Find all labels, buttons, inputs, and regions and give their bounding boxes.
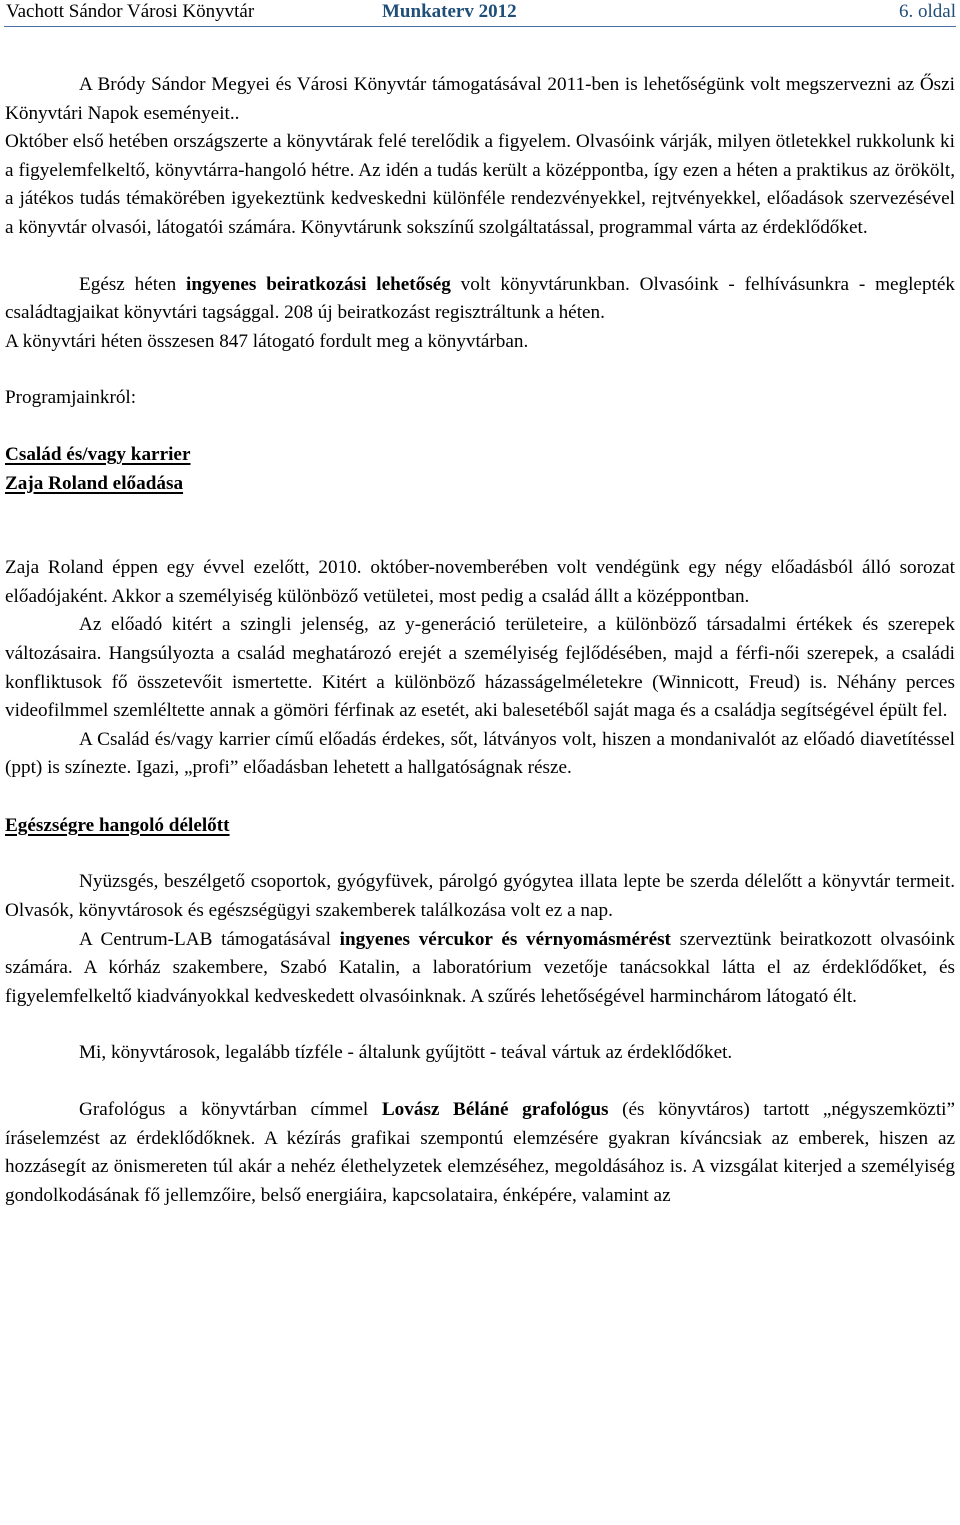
paragraph-lecturer: Zaja Roland éppen egy évvel ezelőtt, 2010. október-novemberében volt vendégünk egy négy előadásból álló sorozat előadójaként. Akkor a személyiség különböző vetületei, most pedig a család állt a középpontban. — [5, 557, 955, 607]
paragraph-lecture-topics: Az előadó kitért a szingli jelenség, az y-generáció területeire, a különböző társadalmi értékek és szerepek változásaira. Hangsúlyozta a család meghatározó erejét a személyiség fejlődésében, majd a férfi-női szerepek, a családi konfliktusok fő összetevőit ismertette. Kitért a különböző házasságelméletekre (Winnicott, Freud) is. Néhány perces videofilmmel szemléltette annak a gömöri férfinak az esetét, aki balesetéből saját maga és a családja segítségével épült fel. — [5, 614, 955, 722]
paragraph-library-week: Október első hetében országszerte a könyvtárak felé terelődik a figyelem. Olvasóink várják, milyen ötletekkel rukkolunk ki a figyelemfelkeltő, könyvtárra-hangoló hétre. Az idén a tudás került a középpontba, így ezen a héten a praktikus az örökölt, a játékos tudás témakörében igyekeztünk kedveskedni különféle rendezvényekkel, rejtvényekkel, előadások szervezésével a könyvtár olvasói, látogatói számára. Könyvtárunk sokszínű szolgáltatással, programmal várta az érdeklődőket. — [5, 131, 955, 238]
section-title-health-text: Egészségre hangoló délelőtt — [5, 814, 230, 836]
document-body — [5, 71, 955, 1210]
measurement-highlight: ingyenes vércukor és vérnyomásmérést — [339, 928, 671, 950]
graphology-highlight: Lovász Béláné grafológus — [381, 1099, 609, 1121]
registration-text-a: Egész héten — [79, 273, 187, 295]
paragraph-registration — [5, 271, 955, 328]
header-document-title: Munkaterv 2012 — [382, 1, 517, 22]
paragraph-lecture-summary: A Család és/vagy karrier című előadás érdekes, sőt, látványos volt, hiszen a mondanivalót az előadó diavetítéssel (ppt) is színezte. Igazi, „profi” előadásban lehetett a hallgatóságnak része. — [5, 728, 955, 779]
section-title-career — [5, 441, 955, 498]
section-title-career-line2: Zaja Roland előadása — [5, 472, 184, 494]
registration-highlight: ingyenes beiratkozási lehetőség — [186, 273, 451, 295]
section-title-health — [5, 812, 955, 841]
registration-text-b: volt könyvtárunkban. Olvasóink - felhívásunkra - meglepték családtagjaikat könyvtári tagsággal. 208 új beiratkozást regisztráltunk a héten. — [5, 273, 955, 324]
paragraph-measurement — [5, 926, 955, 1012]
header-page-number: 6. oldal — [899, 1, 956, 22]
paragraph-visitors: A könyvtári héten összesen 847 látogató fordult meg a könyvtárban. — [5, 330, 529, 352]
graphology-text-a: Grafológus a könyvtárban címmel — [79, 1099, 382, 1121]
section-title-career-line1: Család és/vagy karrier — [5, 443, 191, 465]
measurement-text-b: szerveztünk beiratkozott olvasóink számára. A kórház szakembere, Szabó Katalin, a laboratórium vezetője tanácsokkal látta el az érdeklődőket, és figyelemfelkeltő kiadványokkal kedveskedett olvasóinknak. A szűrés lehetőségével harminchárom látogató élt. — [5, 928, 955, 1007]
paragraph-intro: A Bródy Sándor Megyei és Városi Könyvtár támogatásával 2011-ben is lehetőségünk volt megszervezni az Őszi Könyvtári Napok eseményeit.. — [5, 74, 955, 124]
graphology-text-b: (és könyvtáros) tartott „négyszemközti” íráselemzést az érdeklődőknek. A kézírás grafikai szempontú elemzésére gyakran kíváncsiak az emberek, hiszen az hozzásegít az önismereten túl akár a nehéz élethelyzetek elemzéséhez, megoldásához is. A vizsgálat kiterjed a személyiség gondolkodásának fő jellemzőire, belső energiáira, kapcsolataira, énképére, valamint az — [5, 1099, 955, 1206]
programs-label: Programjainkról: — [5, 387, 137, 409]
paragraph-graphology — [5, 1096, 955, 1210]
measurement-text-a: A Centrum-LAB támogatásával — [79, 928, 340, 950]
header-library-name: Vachott Sándor Városi Könyvtár — [6, 1, 255, 22]
paragraph-health-morning: Nyüzsgés, beszélgető csoportok, gyógyfüvek, párolgó gyógytea illata lepte be szerda délelőtt a könyvtár termeit. Olvasók, könyvtárosok és egészségügyi szakemberek találkozása volt ez a nap. — [5, 871, 955, 922]
page-header — [0, 0, 960, 24]
header-divider — [4, 26, 956, 27]
paragraph-tea: Mi, könyvtárosok, legalább tízféle - általunk gyűjtött - teával vártuk az érdeklődőket. — [79, 1042, 733, 1064]
